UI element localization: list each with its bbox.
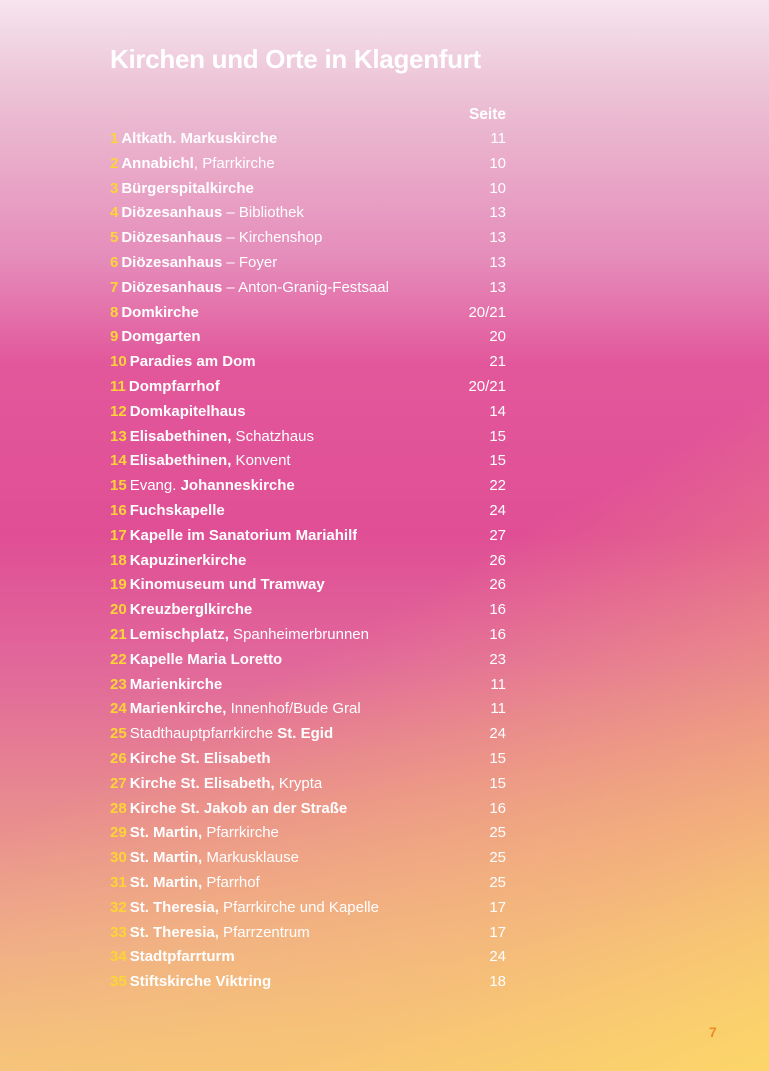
toc-entry [110, 772, 506, 797]
toc-entry [110, 524, 506, 549]
entry-name: Elisabethinen, [129, 427, 232, 445]
toc-entry-label [110, 697, 361, 722]
toc-entry [110, 375, 506, 400]
toc-entry [110, 425, 506, 450]
entry-name: Lemischplatz, [129, 625, 229, 643]
entry-page: 21 [489, 353, 506, 371]
toc-entry-label [110, 177, 254, 202]
toc-entry-label [110, 325, 201, 350]
entry-number: 32 [110, 898, 127, 916]
toc-entry-label [110, 871, 260, 896]
toc-entry [110, 821, 506, 846]
entry-number: 14 [110, 452, 127, 470]
entry-prefix: Evang. [129, 477, 181, 495]
toc-entry-label [110, 648, 282, 673]
page-title: Kirchen und Orte in Klagenfurt [110, 44, 481, 74]
toc-entry [110, 201, 506, 226]
toc-entry-label [110, 797, 347, 822]
toc-list [110, 127, 506, 995]
entry-number: 4 [110, 204, 119, 222]
page-column-header: Seite [468, 106, 506, 123]
entry-number: 29 [110, 824, 127, 842]
toc-entry-label [110, 549, 246, 574]
entry-number: 23 [110, 675, 127, 693]
entry-number: 1 [110, 130, 119, 147]
entry-name: Elisabethinen, [129, 452, 232, 470]
entry-number: 24 [110, 700, 127, 718]
entry-page: 13 [489, 253, 506, 271]
entry-number: 22 [110, 650, 127, 668]
entry-detail: – Foyer [222, 253, 278, 271]
entry-page: 16 [489, 601, 506, 619]
entry-detail: Pfarrkirche und Kapelle [218, 898, 379, 916]
toc-entry [110, 871, 506, 896]
toc-entry [110, 276, 506, 301]
entry-name: St. Martin, [129, 873, 203, 891]
entry-page: 11 [490, 675, 506, 693]
entry-page: 13 [489, 278, 506, 296]
toc-entry-label [110, 598, 252, 623]
toc-entry-label [110, 226, 322, 251]
toc-entry [110, 226, 506, 251]
entry-detail: , Pfarrkirche [193, 154, 275, 172]
entry-number: 31 [110, 873, 127, 891]
entry-number: 27 [110, 774, 127, 792]
entry-page: 18 [489, 973, 506, 991]
toc-entry [110, 152, 506, 177]
toc-entry [110, 697, 506, 722]
toc-entry-label [110, 896, 379, 921]
entry-page: 23 [489, 650, 506, 668]
entry-page: 13 [489, 229, 506, 247]
toc-entry [110, 673, 506, 698]
toc-entry-label [110, 821, 279, 846]
entry-number: 10 [110, 353, 127, 371]
entry-name: Kirche St. Elisabeth, [129, 774, 275, 792]
toc-entry-label [110, 474, 295, 499]
toc-entry-label [110, 127, 277, 152]
entry-number: 17 [110, 526, 127, 544]
entry-page: 15 [489, 427, 506, 445]
entry-page: 11 [490, 700, 506, 718]
toc-entry [110, 325, 506, 350]
entry-page: 14 [489, 402, 506, 420]
toc-entry [110, 449, 506, 474]
entry-number: 30 [110, 849, 127, 867]
toc-entry [110, 499, 506, 524]
entry-page: 15 [489, 452, 506, 470]
entry-name: Stadtpfarrturm [129, 948, 235, 966]
entry-page: 25 [489, 824, 506, 842]
toc-entry-label [110, 201, 304, 226]
toc-entry-label [110, 747, 271, 772]
toc-entry [110, 400, 506, 425]
toc-entry-label [110, 722, 333, 747]
entry-number: 12 [110, 402, 127, 420]
entry-page: 20/21 [468, 377, 506, 395]
entry-name: St. Egid [277, 725, 334, 743]
entry-name: Kreuzberglkirche [129, 601, 253, 619]
entry-number: 35 [110, 973, 127, 991]
entry-number: 28 [110, 799, 127, 817]
toc-entry [110, 549, 506, 574]
entry-name: Bürgerspitalkirche [121, 179, 254, 197]
entry-number: 13 [110, 427, 127, 445]
entry-name: Kirche St. Jakob an der Straße [129, 799, 348, 817]
entry-name: Domkapitelhaus [129, 402, 246, 420]
toc-entry-label [110, 152, 275, 177]
toc-entry [110, 301, 506, 326]
entry-detail: Schatzhaus [231, 427, 314, 445]
toc-entry [110, 896, 506, 921]
entry-name: St. Martin, [129, 824, 203, 842]
toc-entry [110, 945, 506, 970]
toc-entry [110, 350, 506, 375]
entry-number: 21 [110, 625, 127, 643]
toc-entry-label [110, 673, 222, 698]
toc-entry-label [110, 623, 369, 648]
entry-name: Kapelle im Sanatorium Mariahilf [129, 526, 358, 544]
entry-page: 24 [489, 725, 506, 743]
toc-entry-label [110, 400, 246, 425]
toc-entry-label [110, 945, 235, 970]
entry-name: Annabichl [121, 154, 194, 172]
toc-entry-label [110, 772, 322, 797]
entry-number: 19 [110, 576, 127, 594]
toc-entry [110, 474, 506, 499]
toc-entry-label [110, 301, 199, 326]
entry-page: 15 [489, 749, 506, 767]
entry-page: 24 [489, 948, 506, 966]
entry-number: 16 [110, 501, 127, 519]
toc-entry-label [110, 499, 225, 524]
toc-entry [110, 573, 506, 598]
entry-name: Diözesanhaus [121, 253, 223, 271]
toc-entry-label [110, 375, 220, 400]
entry-number: 25 [110, 725, 127, 743]
toc-entry [110, 846, 506, 871]
entry-page: 22 [489, 477, 506, 495]
entry-number: 5 [110, 229, 119, 247]
entry-name: Paradies am Dom [129, 353, 256, 371]
toc-entry [110, 747, 506, 772]
entry-page: 20 [489, 328, 506, 346]
entry-page: 17 [489, 923, 506, 941]
table-of-contents [110, 103, 506, 995]
toc-entry [110, 970, 506, 995]
toc-entry [110, 177, 506, 202]
entry-number: 15 [110, 477, 127, 495]
entry-number: 11 [110, 377, 126, 395]
entry-name: Domgarten [121, 328, 201, 346]
entry-page: 13 [489, 204, 506, 222]
entry-number: 26 [110, 749, 127, 767]
toc-entry [110, 921, 506, 946]
toc-entry [110, 623, 506, 648]
toc-entry [110, 251, 506, 276]
entry-name: Kapuzinerkirche [129, 551, 247, 569]
toc-entry-label [110, 251, 277, 276]
entry-page: 16 [489, 625, 506, 643]
entry-number: 3 [110, 179, 119, 197]
entry-name: St. Theresia, [129, 923, 219, 941]
entry-detail: Markusklause [202, 849, 299, 867]
toc-entry [110, 598, 506, 623]
entry-name: Diözesanhaus [121, 204, 223, 222]
entry-detail: Konvent [231, 452, 291, 470]
entry-name: Marienkirche [129, 675, 223, 693]
entry-detail: – Bibliothek [222, 204, 304, 222]
toc-entry-label [110, 276, 389, 301]
entry-name: Marienkirche, [129, 700, 227, 718]
entry-number: 6 [110, 253, 119, 271]
entry-page: 11 [490, 130, 506, 147]
entry-number: 8 [110, 303, 119, 321]
entry-page: 26 [489, 576, 506, 594]
entry-number: 33 [110, 923, 127, 941]
entry-number: 20 [110, 601, 127, 619]
entry-page: 16 [489, 799, 506, 817]
entry-name: Domkirche [121, 303, 199, 321]
entry-number: 2 [110, 154, 119, 172]
entry-page: 10 [489, 179, 506, 197]
entry-number: 7 [110, 278, 119, 296]
entry-name: Fuchskapelle [129, 501, 225, 519]
entry-name: St. Theresia, [129, 898, 219, 916]
entry-page: 15 [489, 774, 506, 792]
entry-page: 24 [489, 501, 506, 519]
entry-name: Stiftskirche Viktring [129, 973, 272, 991]
entry-page: 25 [489, 873, 506, 891]
entry-name: Johanneskirche [180, 477, 295, 495]
entry-name: Dompfarrhof [128, 377, 220, 395]
entry-name: Kinomuseum und Tramway [129, 576, 325, 594]
entry-detail: – Kirchenshop [222, 229, 323, 247]
toc-entry [110, 722, 506, 747]
entry-name: Kirche St. Elisabeth [129, 749, 271, 767]
entry-page: 27 [489, 526, 506, 544]
toc-entry-label [110, 350, 256, 375]
toc-entry [110, 797, 506, 822]
toc-entry-label [110, 425, 314, 450]
entry-detail: Innenhof/Bude Gral [226, 700, 361, 718]
entry-name: Altkath. Markuskirche [121, 130, 278, 147]
toc-entry-label [110, 524, 357, 549]
entry-number: 18 [110, 551, 127, 569]
entry-prefix: Stadthauptpfarrkirche [129, 725, 278, 743]
entry-name: St. Martin, [129, 849, 203, 867]
entry-detail: Pfarrhof [202, 873, 260, 891]
entry-page: 25 [489, 849, 506, 867]
entry-detail: – Anton-Granig-Festsaal [222, 278, 389, 296]
toc-entry-label [110, 921, 310, 946]
entry-number: 34 [110, 948, 127, 966]
entry-name: Diözesanhaus [121, 278, 223, 296]
toc-entry-label [110, 573, 325, 598]
entry-name: Diözesanhaus [121, 229, 223, 247]
page-number: 7 [709, 1024, 717, 1040]
entry-detail: Pfarrkirche [202, 824, 279, 842]
toc-entry-label [110, 970, 271, 995]
toc-entry [110, 648, 506, 673]
toc-entry [110, 127, 506, 152]
entry-detail: Krypta [274, 774, 323, 792]
entry-name: Kapelle Maria Loretto [129, 650, 283, 668]
entry-page: 26 [489, 551, 506, 569]
entry-detail: Spanheimerbrunnen [228, 625, 369, 643]
toc-entry-label [110, 449, 291, 474]
entry-page: 17 [489, 898, 506, 916]
entry-page: 20/21 [468, 303, 506, 321]
entry-number: 9 [110, 328, 119, 346]
toc-entry-label [110, 846, 299, 871]
entry-page: 10 [489, 154, 506, 172]
entry-detail: Pfarrzentrum [218, 923, 310, 941]
